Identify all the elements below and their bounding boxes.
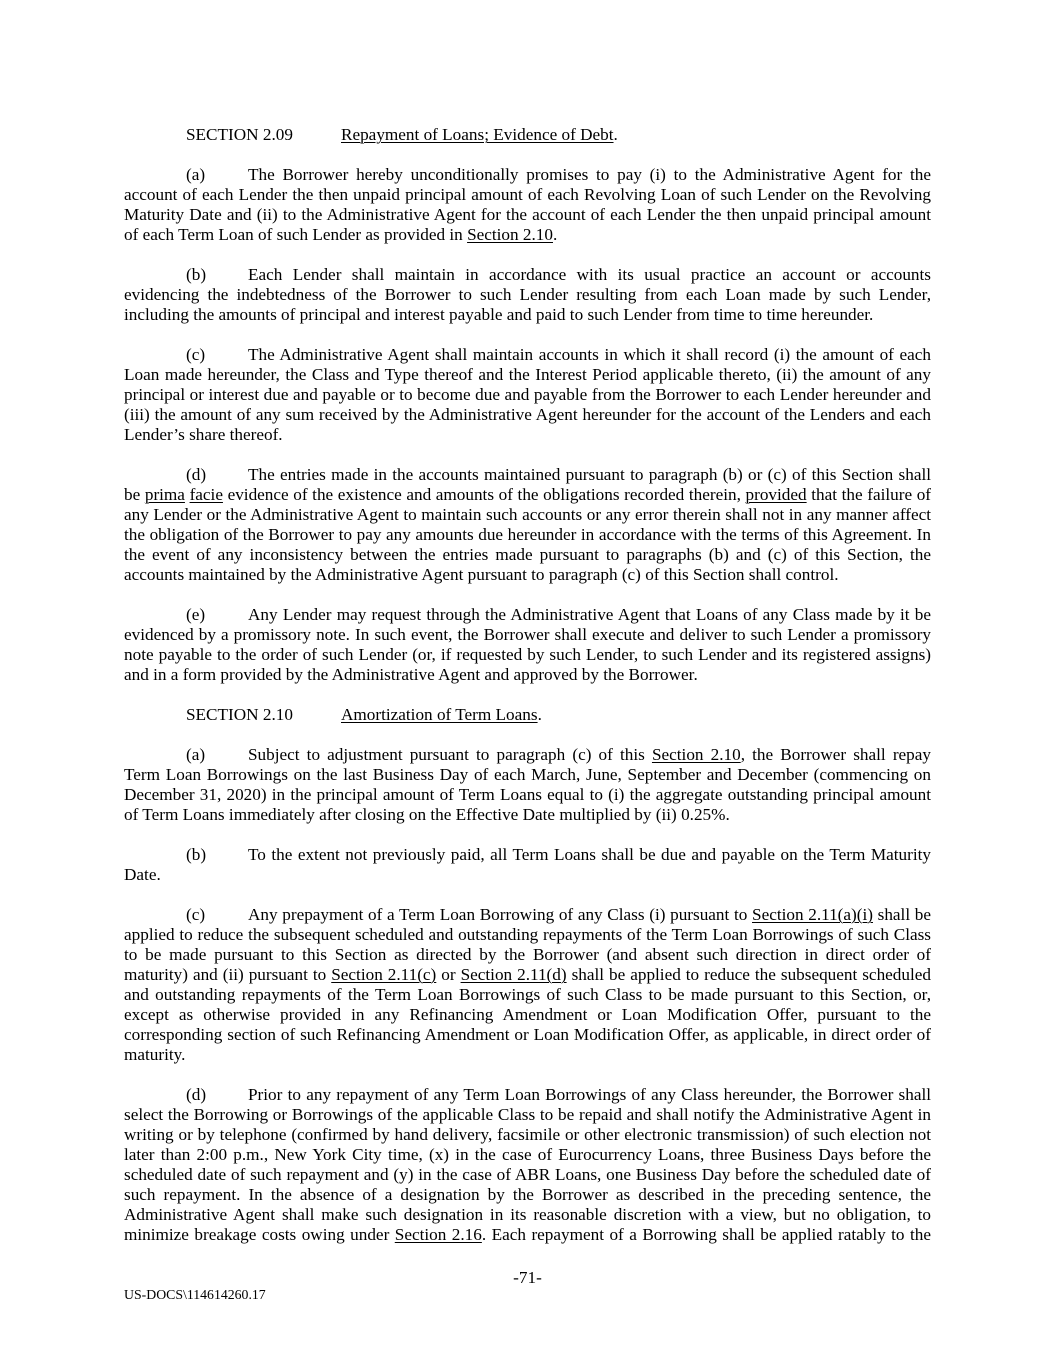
paragraph-text: that the failure of any Lender or the Administrative Agent to maintain such accounts or any error therein shall not in any manner affect the obligation of the Borrower to pay any amounts due hereunder in accordance with the terms of this Agreement. In the event of any inconsistency between the entries made pursuant to paragraphs (b) and (c) of this Section, the accounts maintained by the Administrative Agent pursuant to paragraph (c) of this Section shall control. xyxy=(124,485,932,584)
emphasis-term-provided: provided xyxy=(745,485,807,504)
cross-reference-section-2-11-a-i: Section 2.11(a)(i) xyxy=(752,905,873,924)
paragraph-text: shall be applied to reduce the subsequent scheduled and outstanding repayments of the Term Loan Borrowings of such Class to be made pursuant to this Section, or, except as otherwise provided in any Refinancing Amendment or Loan Modification Offer, pursuant to the corresponding section of such Refinancing Amendment or Loan Modification Offer, as applicable, in direct order of maturity. xyxy=(124,965,931,1064)
cross-reference-section-2-11-d: Section 2.11(d) xyxy=(460,965,567,984)
paragraph-text: . xyxy=(553,225,558,244)
paragraph-label: (c) xyxy=(186,345,206,364)
paragraph-text: Any prepayment of a Term Loan Borrowing of any Class (i) pursuant to xyxy=(248,905,753,924)
paragraph-2-10-b xyxy=(124,845,931,885)
paragraph-label: (d) xyxy=(186,465,207,484)
page-number: -71- xyxy=(513,1268,542,1287)
paragraph-text: Any Lender may request through the Administrative Agent that Loans of any Class made by it be evidenced by a promissory note. In such event, the Borrower shall execute and deliver to such Lender a promissory note payable to the order of such Lender (or, if requested by such Lender, to such Lender and its registered assigns) and in a form provided by the Administrative Agent and approved by the Borrower. xyxy=(124,605,931,684)
paragraph-2-09-c xyxy=(124,345,931,445)
paragraph-2-09-b xyxy=(124,265,931,325)
paragraph-2-10-a xyxy=(124,745,931,825)
cross-reference-section-2-11-c: Section 2.11(c) xyxy=(331,965,437,984)
document-body xyxy=(124,125,931,1265)
section-number: SECTION 2.10 xyxy=(186,705,293,724)
paragraph-2-10-d xyxy=(124,1085,931,1245)
paragraph-label: (c) xyxy=(186,905,206,924)
section-title: Repayment of Loans; Evidence of Debt xyxy=(341,125,614,144)
document-id: US-DOCS\114614260.17 xyxy=(124,1287,266,1302)
paragraph-label: (a) xyxy=(186,165,206,184)
paragraph-text: shall be applied to reduce the subsequent scheduled and outstanding repayments of the Term Loan Borrowings of such Class to be made pursuant to this Section as directed by the Borrower (and absent such direction in direct order of maturity) and (ii) pursuant to xyxy=(124,905,932,984)
paragraph-2-10-c xyxy=(124,905,931,1065)
cross-reference-section-2-16: Section 2.16 xyxy=(394,1225,482,1244)
paragraph-label: (b) xyxy=(186,265,207,284)
paragraph-text: Subject to adjustment pursuant to paragraph (c) of this xyxy=(248,745,652,764)
paragraph-label: (d) xyxy=(186,1085,207,1104)
paragraph-text: , the Borrower shall repay Term Loan Borrowings on the last Business Day of each March, June, September and December (commencing on December 31, 2020) in the principal amount of Term Loans equal to (i) the aggregate outstanding principal amount of Term Loans immediately after closing on the Effective Date multiplied by (ii) 0.25%. xyxy=(124,745,931,824)
paragraph-2-09-a xyxy=(124,165,931,245)
cross-reference-section-2-10: Section 2.10 xyxy=(651,745,741,764)
paragraph-text: To the extent not previously paid, all Term Loans shall be due and payable on the Term Maturity Date. xyxy=(124,845,931,884)
section-heading-2-09 xyxy=(124,125,931,145)
paragraph-text: . Each repayment of a Borrowing shall be applied ratably to the xyxy=(481,1225,931,1244)
paragraph-text: Prior to any repayment of any Term Loan Borrowings of any Class hereunder, the Borrower shall select the Borrowing or Borrowings of the applicable Class to be repaid and shall notify the Administrative Agent in writing or by telephone (confirmed by hand delivery, facsimile or other electronic transmission) of such election not later than 2:00 p.m., New York City time, (x) in the case of Eurocurrency Loans, three Business Days before the scheduled date of such repayment and (y) in the case of ABR Loans, one Business Day before the scheduled date of such repayment. In the absence of a designation by the Borrower as described in the preceding sentence, the Administrative Agent shall make such designation in its reasonable discretion with a view, but no obligation, to minimize breakage costs owing under xyxy=(124,1085,931,1244)
cross-reference-section-2-10: Section 2.10 xyxy=(467,225,553,244)
emphasis-term-prima: prima xyxy=(144,485,185,504)
paragraph-text: The Administrative Agent shall maintain accounts in which it shall record (i) the amount of each Loan made hereunder, the Class and Type thereof and the Interest Period applicable thereto, (ii) the amount of any principal or interest due and payable or to become due and payable from the Borrower to each Lender hereunder and (iii) the amount of any sum received by the Administrative Agent hereunder for the account of the Lenders and each Lender’s share thereof. xyxy=(124,345,931,444)
section-title-period: . xyxy=(613,125,618,144)
emphasis-term-facie: facie xyxy=(189,485,223,504)
section-heading-2-10 xyxy=(124,705,931,725)
paragraph-2-09-e xyxy=(124,605,931,685)
paragraph-text: or xyxy=(436,965,461,984)
section-title-period: . xyxy=(537,705,542,724)
paragraph-label: (e) xyxy=(186,605,206,624)
section-title: Amortization of Term Loans xyxy=(341,705,538,724)
paragraph-text: evidence of the existence and amounts of the obligations recorded therein, xyxy=(222,485,746,504)
paragraph-label: (b) xyxy=(186,845,207,864)
section-number: SECTION 2.09 xyxy=(186,125,293,144)
paragraph-2-09-d xyxy=(124,465,931,585)
paragraph-label: (a) xyxy=(186,745,206,764)
paragraph-text: The Borrower hereby unconditionally promises to pay (i) to the Administrative Agent for the account of each Lender the then unpaid principal amount of each Revolving Loan of such Lender on the Revolving Maturity Date and (ii) to the Administrative Agent for the account of each Lender the then unpaid principal amount of each Term Loan of such Lender as provided in xyxy=(124,165,931,244)
paragraph-text: The entries made in the accounts maintained pursuant to paragraph (b) or (c) of this Section shall be xyxy=(124,465,931,504)
paragraph-text: Each Lender shall maintain in accordance with its usual practice an account or accounts evidencing the indebtedness of the Borrower to such Lender resulting from each Loan made by such Lender, including the amounts of principal and interest payable and paid to such Lender from time to time hereunder. xyxy=(124,265,931,324)
